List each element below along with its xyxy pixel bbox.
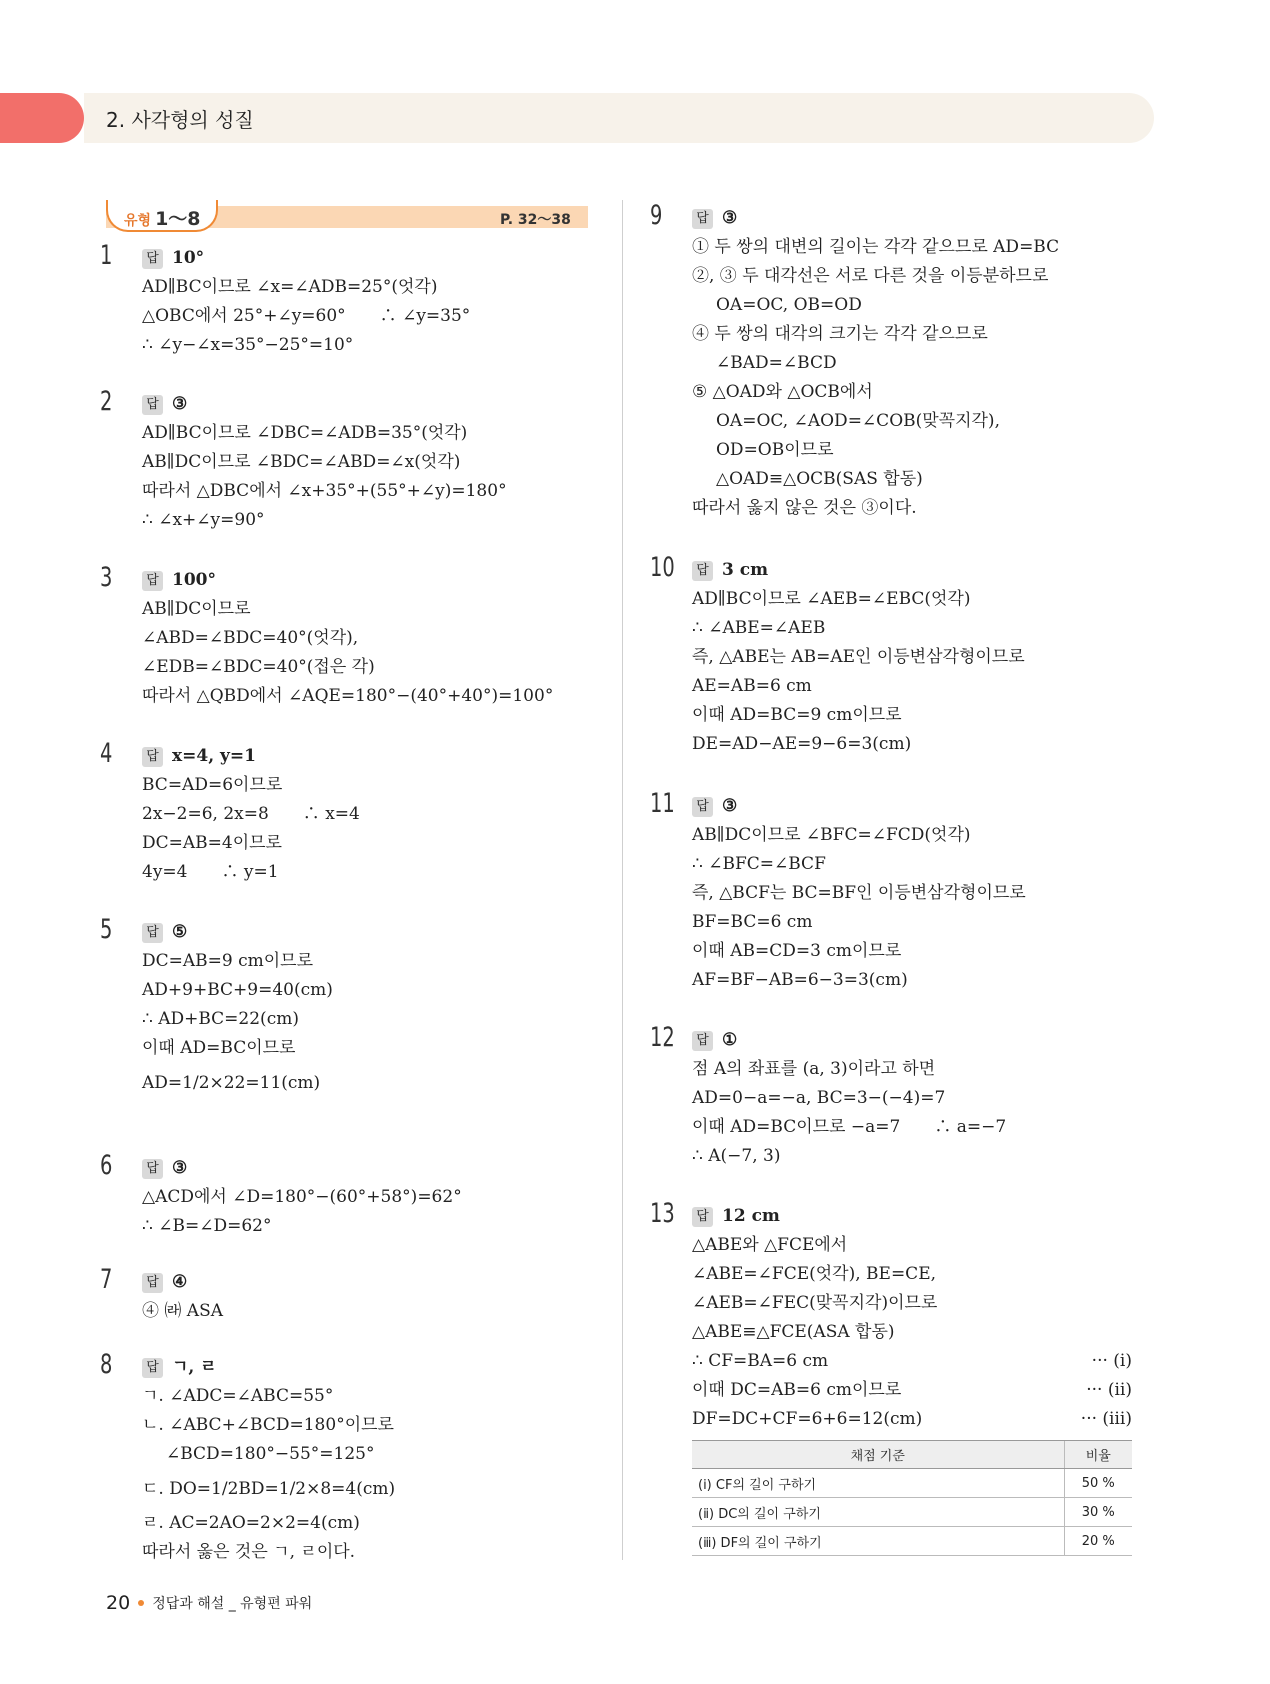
solution-line: 이때 AD=BC=9 cm이므로 [692, 705, 902, 725]
answer-value: 12 cm [722, 1206, 780, 1226]
answer-badge: 답 [142, 1358, 163, 1378]
solution-line: ㄴ. ∠ABC+∠BCD=180°이므로 [142, 1415, 394, 1435]
bullet-icon [138, 1600, 144, 1606]
solution-line: ㄱ. ∠ADC=∠ABC=55° [142, 1386, 334, 1406]
solution-line: DC=AB=9 cm이므로 [142, 951, 314, 971]
answer-value: x=4, y=1 [172, 746, 256, 766]
solution-line: 이때 DC=AB=6 cm이므로 ··· (ⅱ) [692, 1376, 1132, 1405]
header-accent [0, 93, 84, 143]
solution-line: 즉, △ABE는 AB=AE인 이등변삼각형이므로 [692, 647, 1025, 667]
solution-line: ㄷ. DO=1/2BD=1/2×8=4(cm) [142, 1479, 396, 1499]
solution-line: 즉, △BCF는 BC=BF인 이등변삼각형이므로 [692, 883, 1026, 903]
solution-line: △ABE≡△FCE(ASA 합동) [692, 1322, 895, 1342]
solution-line: ㄹ. AC=2AO=2×2=4(cm) [142, 1513, 360, 1533]
step-marker: ··· (ⅲ) [1080, 1409, 1132, 1429]
table-header: 비율 [1064, 1441, 1132, 1469]
answer-value: ③ [722, 208, 738, 228]
step-marker: ··· (ⅰ) [1091, 1351, 1132, 1371]
answer-value: 10° [172, 248, 205, 268]
solution-line: ∠ABE=∠FCE(엇각), BE=CE, [692, 1264, 937, 1284]
solution-line: ∴ CF=BA=6 cm ··· (ⅰ) [692, 1347, 1132, 1376]
solution-line: DE=AD−AE=9−6=3(cm) [692, 734, 912, 754]
solution-line: AD∥BC이므로 ∠DBC=∠ADB=35°(엇각) [142, 423, 468, 443]
solution-line: △OBC에서 25°+∠y=60° ∴ ∠y=35° [142, 306, 471, 326]
solution-line: 이때 AD=BC이므로 [142, 1038, 296, 1058]
solution-line: OD=OB이므로 [716, 440, 834, 460]
solution-line: ∴ ∠y−∠x=35°−25°=10° [142, 335, 354, 355]
solution-line: 4y=4 ∴ y=1 [142, 862, 279, 882]
solution-line: ④ ㈑ ASA [142, 1301, 224, 1321]
solution-line: 따라서 △QBD에서 ∠AQE=180°−(40°+40°)=100° [142, 686, 554, 706]
solution-line: AB∥DC이므로 [142, 599, 251, 619]
solution-line: ∴ ∠ABE=∠AEB [692, 618, 826, 638]
solution-line: △ACD에서 ∠D=180°−(60°+58°)=62° [142, 1187, 462, 1207]
solution-line: △ABE와 △FCE에서 [692, 1235, 848, 1255]
solution-line: AD=0−a=−a, BC=3−(−4)=7 [692, 1088, 946, 1108]
solution-line: AB∥DC이므로 ∠BDC=∠ABD=∠x(엇각) [142, 452, 461, 472]
step-marker: ··· (ⅱ) [1086, 1380, 1132, 1400]
column-divider [622, 200, 623, 1560]
solution-line: ∠AEB=∠FEC(맞꼭지각)이므로 [692, 1293, 938, 1313]
answer-badge: 답 [692, 209, 713, 229]
solution-line: 점 A의 좌표를 (a, 3)이라고 하면 [692, 1059, 936, 1079]
solution-line: 따라서 △DBC에서 ∠x+35°+(55°+∠y)=180° [142, 481, 507, 501]
answer-badge: 답 [142, 249, 163, 269]
answer-badge: 답 [692, 1031, 713, 1051]
solution-line: AD+9+BC+9=40(cm) [142, 980, 333, 1000]
solution-line: ∠BCD=180°−55°=125° [166, 1444, 375, 1464]
solution-line: ∴ AD+BC=22(cm) [142, 1009, 299, 1029]
solution-line: DF=DC+CF=6+6=12(cm) ··· (ⅲ) [692, 1405, 1132, 1434]
answer-badge: 답 [142, 747, 163, 767]
answer-badge: 답 [692, 797, 713, 817]
answer-value: ⑤ [172, 922, 188, 942]
solution-line: ∴ ∠x+∠y=90° [142, 510, 265, 530]
page-footer [106, 1592, 312, 1614]
answer-badge: 답 [142, 1273, 163, 1293]
table-row: (ⅲ) DF의 길이 구하기 20 % [692, 1527, 1132, 1556]
solution-line: ∠ABD=∠BDC=40°(엇각), [142, 628, 359, 648]
table-row: (ⅰ) CF의 길이 구하기 50 % [692, 1469, 1132, 1498]
answer-badge: 답 [692, 1207, 713, 1227]
section-title: 2. 사각형의 성질 [106, 108, 254, 132]
answer-value: ㄱ, ㄹ [172, 1357, 217, 1377]
answer-badge: 답 [142, 1159, 163, 1179]
solution-line: AE=AB=6 cm [692, 676, 812, 696]
answer-value: ③ [172, 1158, 188, 1178]
answer-value: 100° [172, 570, 216, 590]
solution-line: AD∥BC이므로 ∠AEB=∠EBC(엇각) [692, 589, 971, 609]
answer-value: 3 cm [722, 560, 769, 580]
solution-line: ②, ③ 두 대각선은 서로 다른 것을 이등분하므로 [692, 266, 1049, 286]
page-number: 20 [106, 1592, 131, 1614]
solution-line: BC=AD=6이므로 [142, 775, 283, 795]
solution-line: AB∥DC이므로 ∠BFC=∠FCD(엇각) [692, 825, 971, 845]
solution-line: 이때 AB=CD=3 cm이므로 [692, 941, 902, 961]
solution-line: AF=BF−AB=6−3=3(cm) [692, 970, 908, 990]
table-row: (ⅱ) DC의 길이 구하기 30 % [692, 1498, 1132, 1527]
answer-value: ① [722, 1030, 738, 1050]
solution-line: ∴ A(−7, 3) [692, 1146, 781, 1166]
solution-line: 이때 AD=BC이므로 −a=7 ∴ a=−7 [692, 1117, 1007, 1137]
solution-line: AD∥BC이므로 ∠x=∠ADB=25°(엇각) [142, 277, 438, 297]
solution-line: △OAD≡△OCB(SAS 합동) [716, 469, 923, 489]
solution-line: DC=AB=4이므로 [142, 833, 282, 853]
type-label: 유형 1～8 [124, 208, 201, 230]
solution-line: OA=OC, ∠AOD=∠COB(맞꼭지각), [716, 411, 1000, 431]
solution-line: BF=BC=6 cm [692, 912, 813, 932]
table-header: 채점 기준 [692, 1441, 1064, 1469]
solution-line: 따라서 옳지 않은 것은 ③이다. [692, 498, 917, 518]
solution-line: AD=1/2×22=11(cm) [142, 1073, 321, 1093]
solution-line: ∴ ∠B=∠D=62° [142, 1216, 272, 1236]
solution-line: ④ 두 쌍의 대각의 크기는 각각 같으므로 [692, 324, 988, 344]
answer-value: ③ [722, 796, 738, 816]
answer-badge: 답 [142, 395, 163, 415]
type-pages: P. 32～38 [500, 212, 571, 228]
solution-line: 따라서 옳은 것은 ㄱ, ㄹ이다. [142, 1542, 356, 1562]
solution-line: ∴ ∠BFC=∠BCF [692, 854, 826, 874]
answer-value: ④ [172, 1272, 188, 1292]
solution-line: ∠BAD=∠BCD [716, 353, 837, 373]
answer-badge: 답 [692, 561, 713, 581]
answer-value: ③ [172, 394, 188, 414]
scoring-table [692, 1440, 1132, 1556]
solution-line: ⑤ △OAD와 △OCB에서 [692, 382, 873, 402]
answer-badge: 답 [142, 571, 163, 591]
footer-text: 정답과 해설 _ 유형편 파워 [152, 1596, 313, 1612]
solution-line: ① 두 쌍의 대변의 길이는 각각 같으므로 AD=BC [692, 237, 1060, 257]
solution-line: OA=OC, OB=OD [716, 295, 862, 315]
solution-line: 2x−2=6, 2x=8 ∴ x=4 [142, 804, 360, 824]
answer-badge: 답 [142, 923, 163, 943]
solution-line: ∠EDB=∠BDC=40°(접은 각) [142, 657, 375, 677]
